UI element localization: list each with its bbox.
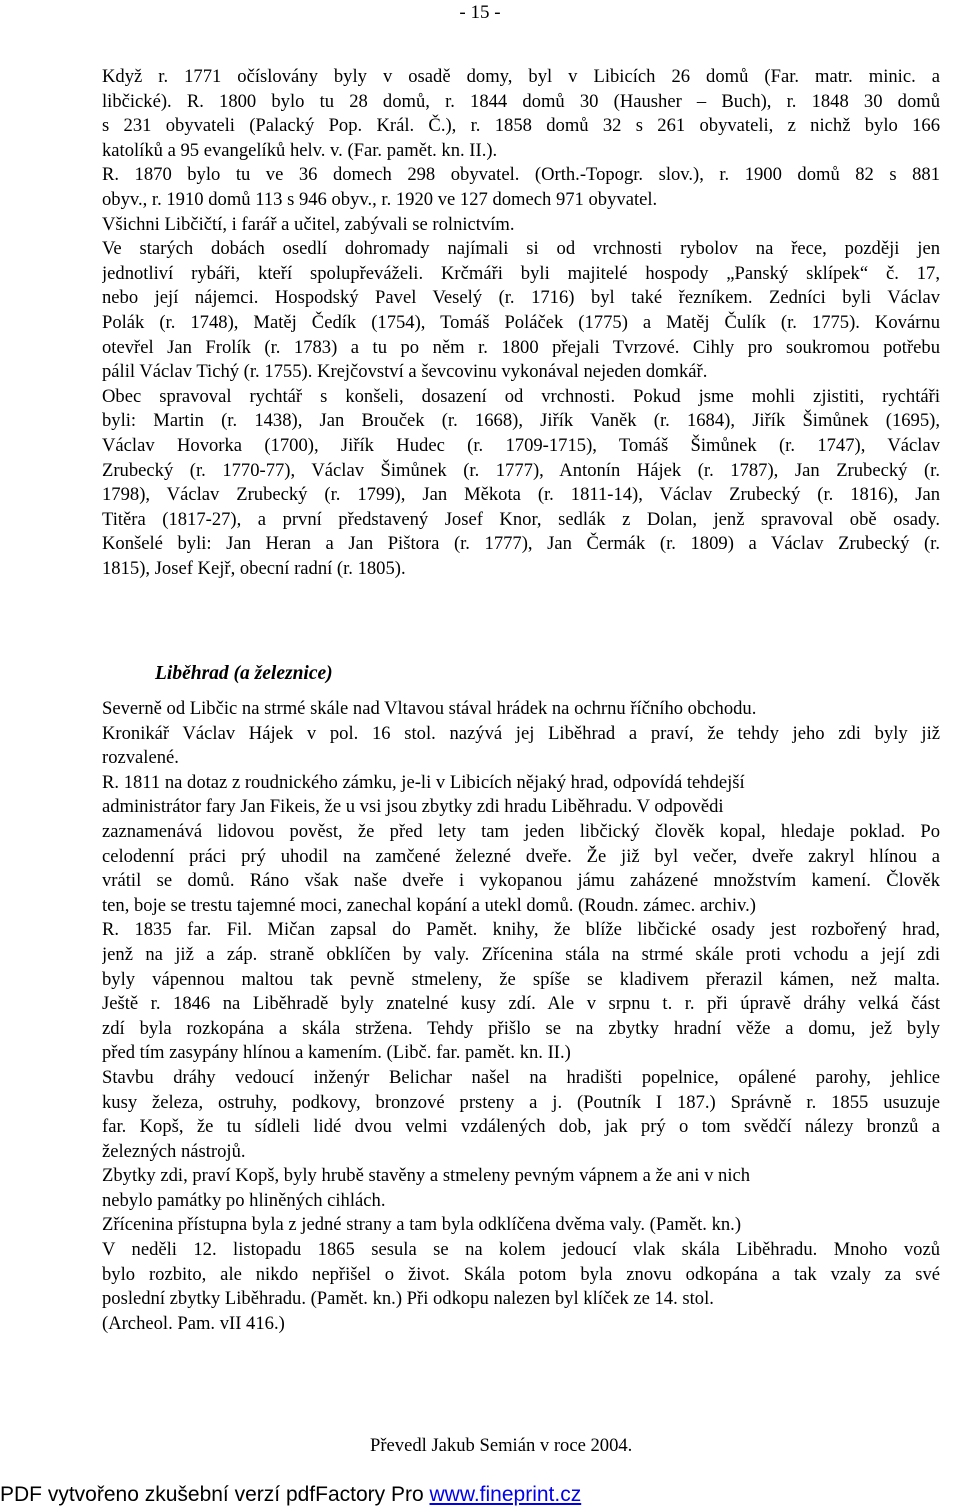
text-line: Václav Hovorka (1700), Jiřík Hudec (r. 1709-1715), Tomáš Šimůnek (r. 1747), Václav xyxy=(102,434,940,456)
text-line: 1815), Josef Kejř, obecní radní (r. 1805). xyxy=(102,557,406,579)
text-line: Ještě r. 1846 na Liběhradě byly znatelné kusy zdí. Ale v srpnu t. r. při úpravě dráhy velká část xyxy=(102,993,940,1015)
text-line: byly vápennou maltou tak pevně stmeleny, že spíše se kladivem přerazil kámen, než malta. xyxy=(102,968,940,990)
section-heading: Liběhrad (a železnice) xyxy=(155,663,333,684)
text-line: libčické). R. 1800 bylo tu 28 domů, r. 1844 domů 30 (Hausher – Buch), r. 1848 30 domů xyxy=(102,90,940,112)
text-line: R. 1811 na dotaz z roudnického zámku, je-li v Libicích nějaký hrad, odpovídá tehdejší xyxy=(102,771,745,793)
text-line: zdí byla rozkopána a skála stržena. Tehdy přišlo se na zbytky hradní věže a domu, jež byly xyxy=(102,1017,940,1039)
text-line: Obec spravoval rychtář s konšeli, dosazení od vrchnosti. Pokud jsme mohli zjistiti, rychtáři xyxy=(102,385,940,407)
text-line: katolíků a 95 evangelíků helv. v. (Far. pamět. kn. II.). xyxy=(102,139,498,161)
pdf-footer xyxy=(0,1482,700,1508)
text-line: nebo její nájemci. Hospodský Pavel Veselý (r. 1716) byl také řezníkem. Zedníci byli Václav xyxy=(102,287,940,309)
text-line: Stavbu dráhy vedoucí inženýr Belichar našel na hradišti popelnice, opálené parohy, jehlice xyxy=(102,1066,940,1088)
text-line: Zrubecký (r. 1770-77), Václav Šimůnek (r. 1777), Antonín Hájek (r. 1787), Jan Zrubecký (r. xyxy=(102,459,940,481)
translator-note: Převedl Jakub Semián v roce 2004. xyxy=(370,1435,633,1456)
text-line: Konšelé byli: Jan Heran a Jan Pištora (r. 1777), Jan Čermák (r. 1809) a Václav Zrubecký (r. xyxy=(102,533,940,555)
page-number: - 15 - xyxy=(459,2,501,23)
text-line: byli: Martin (r. 1438), Jan Brouček (r. 1668), Jiřík Vaněk (r. 1684), Jiřík Šimůnek (1695), xyxy=(102,410,940,432)
footer-link[interactable]: www.fineprint.cz xyxy=(429,1483,582,1506)
text-line: vrátil se domů. Ráno však naše dveře i vykopanou jámu zaházené množstvím kamení. Člověk xyxy=(102,870,940,892)
text-line: V neděli 12. listopadu 1865 sesula se na kolem jedoucí vlak skála Liběhradu. Mnoho vozů xyxy=(102,1239,940,1261)
text-line: zaznamenává lidovou pověst, že před lety tam jeden libčický člověk kopal, hledaje poklad. Po xyxy=(102,820,940,842)
text-line: obyv., r. 1910 domů 113 s 946 obyv., r. 1920 ve 127 domech 971 obyvatel. xyxy=(102,188,658,210)
text-line: administrátor fary Jan Fikeis, že u vsi jsou zbytky zdi hradu Liběhradu. V odpovědi xyxy=(102,796,724,818)
text-line: Zřícenina přístupna byla z jedné strany a tam byla odklíčena dvěma valy. (Pamět. kn.) xyxy=(102,1214,742,1236)
text-line: jednotliví rybáři, kteří spolupřeváželi. Krčmáři byli majitelé hospody „Panský sklípek“ č. 17, xyxy=(102,262,940,284)
text-line: železných nástrojů. xyxy=(102,1140,246,1162)
text-line: Ve starých dobách osedlí dohromady najímali si od vrchnosti rybolov na řece, později jen xyxy=(102,238,940,260)
text-line: far. Kopš, že tu sídleli lidé dvou velmi vzdálených dob, jak prý o tom svědčí nálezy bronzů a xyxy=(102,1116,940,1138)
text-line: s 231 obyvateli (Palacký Pop. Král. Č.), r. 1858 domů 32 s 261 obyvateli, z nichž bylo 166 xyxy=(102,115,940,137)
text-line: R. 1870 bylo tu ve 36 domech 298 obyvatel. (Orth.-Topogr. slov.), r. 1900 domů 82 s 881 xyxy=(102,164,940,186)
text-line: Titěra (1817-27), a první představený Josef Knor, sedlák z Dolan, jenž spravoval obě osady. xyxy=(102,508,940,530)
text-line: Zbytky zdi, praví Kopš, byly hrubě stavěny a stmeleny pevným vápnem a že ani v nich xyxy=(102,1165,751,1187)
text-line: pálil Václav Tichý (r. 1755). Krejčovství a ševcovinu vykonával nejeden domkář. xyxy=(102,361,708,383)
text-line: celodenní práci prý uhodil na zamčené železné dveře. Že již byl večer, dveře zakryl hlínou a xyxy=(102,845,940,867)
text-line: kusy železa, ostruhy, podkovy, bronzové prsteny a j. (Poutník I 187.) Správně r. 1855 usuzuje xyxy=(102,1091,940,1113)
section-libice-houses xyxy=(102,65,940,581)
text-line: Všichni Libčičtí, i farář a učitel, zabývali se rolnictvím. xyxy=(102,213,515,235)
footer-text: PDF vytvořeno zkušební verzí pdfFactory Pro xyxy=(0,1483,430,1506)
text-line: R. 1835 far. Fil. Mičan zapsal do Pamět. knihy, že blíže libčické osady jest rozbořený hrad, xyxy=(102,919,940,941)
text-line: rozvalené. xyxy=(102,747,179,769)
text-line: ten, boje se trestu tajemné moci, zanechal kopání a utekl domů. (Roudn. zámec. archiv.) xyxy=(102,894,756,916)
text-line: poslední zbytky Liběhradu. (Pamět. kn.) Při odkopu nalezen byl klíček ze 14. stol. xyxy=(102,1288,714,1310)
section-libehrad xyxy=(102,697,940,1336)
text-line: Severně od Libčic na strmé skále nad Vltavou stával hrádek na ochrnu říčního obchodu. xyxy=(102,698,757,719)
text-line: bylo rozbito, ale nikdo nepřišel o život. Skála potom byla znovu odkopána a tak vzaly za své xyxy=(102,1263,940,1285)
text-line: 1798), Václav Zrubecký (r. 1799), Jan Měkota (r. 1811-14), Václav Zrubecký (r. 1816), Jan xyxy=(102,484,940,506)
text-line: otevřel Jan Frolík (r. 1783) a tu po něm r. 1800 přejali Tvrzové. Cihly pro soukromou potřebu xyxy=(102,336,940,358)
text-line: Když r. 1771 očíslovány byly v osadě domy, byl v Libicích 26 domů (Far. matr. minic. a xyxy=(102,66,940,87)
text-line: (Archeol. Pam. vII 416.) xyxy=(102,1312,285,1334)
text-line: jenž na již a záp. straně obklíčen by valy. Zřícenina stála na strmé skále proti vchodu a její zdi xyxy=(102,943,940,965)
text-line: Kronikář Václav Hájek v pol. 16 stol. nazývá jej Liběhrad a praví, že tehdy jeho zdi byly již xyxy=(102,722,940,744)
text-line: nebylo památky po hliněných cihlách. xyxy=(102,1189,386,1211)
text-line: Polák (r. 1748), Matěj Čedík (1754), Tomáš Poláček (1775) a Matěj Čulík (r. 1775). Kovárnu xyxy=(102,311,940,333)
text-line: před tím zasypány hlínou a kamením. (Libč. far. pamět. kn. II.) xyxy=(102,1042,571,1064)
